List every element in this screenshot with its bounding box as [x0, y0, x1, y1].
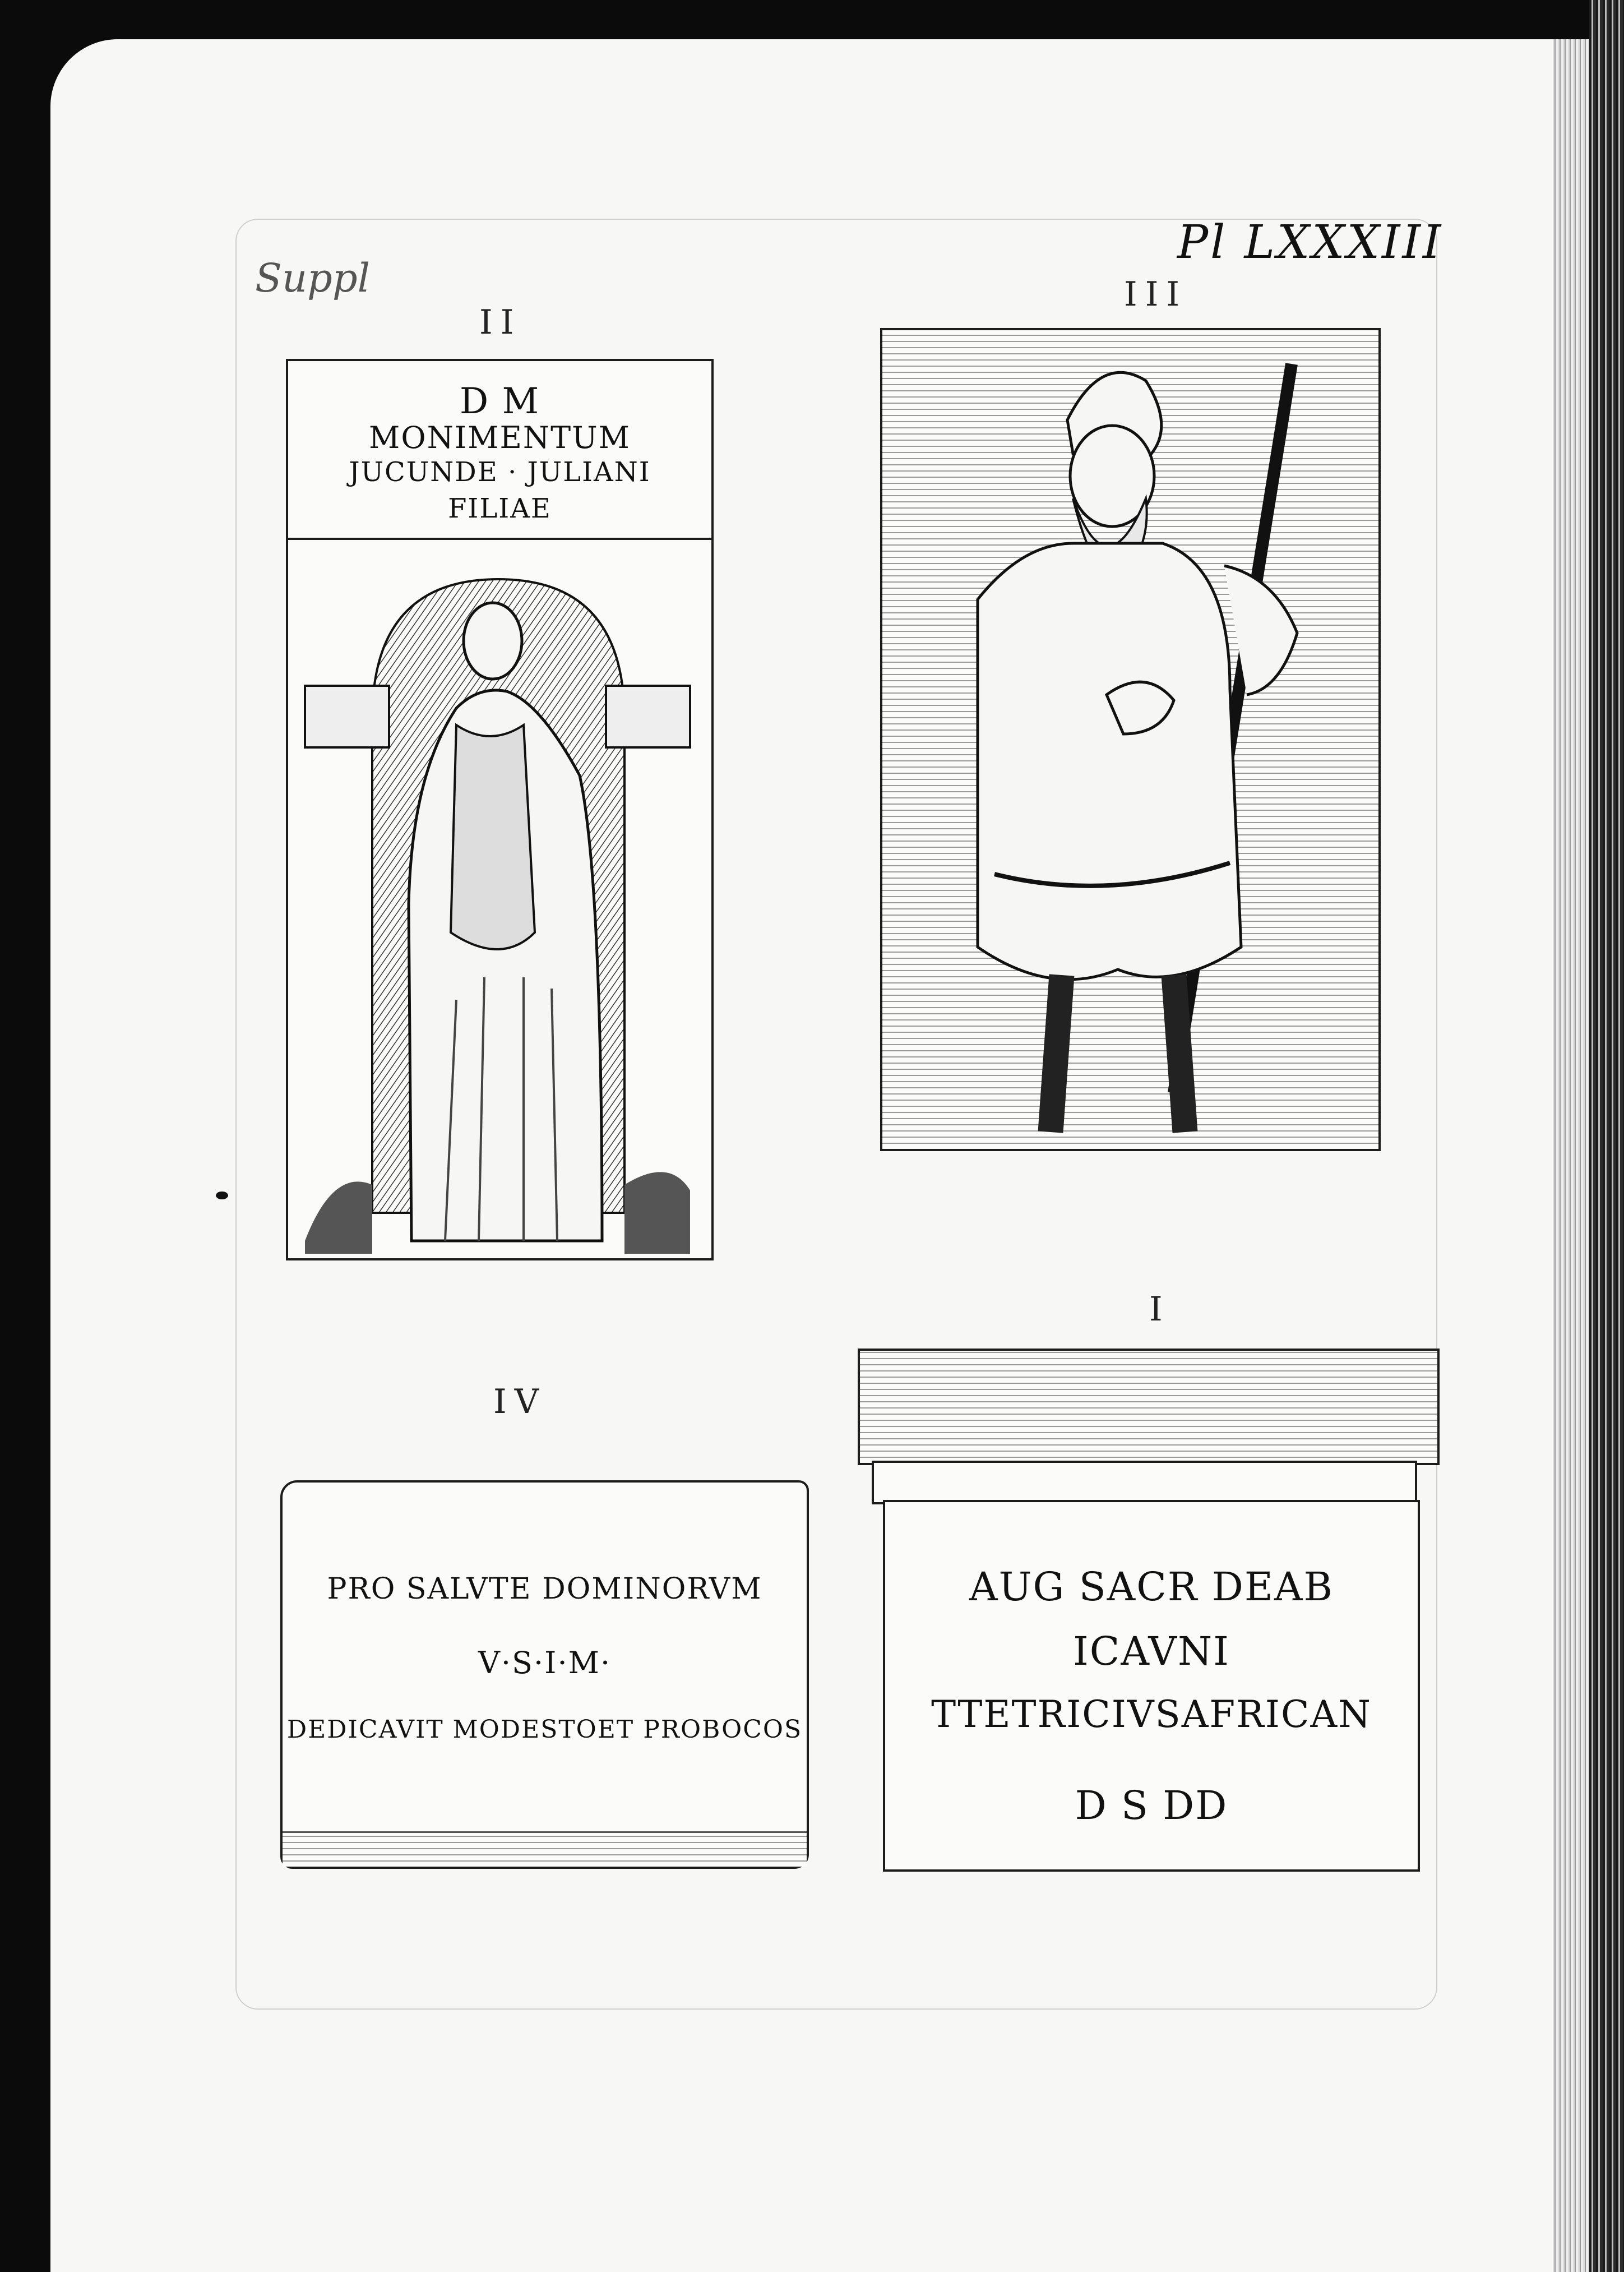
- book-spine: [1589, 0, 1624, 2272]
- figure-iv-tablet: [280, 1480, 809, 1869]
- page-edges: [1553, 39, 1589, 2272]
- figure-ii-line-4: FILIAE: [448, 493, 552, 524]
- figure-iv-line-2: V·S·I·M·: [478, 1645, 612, 1680]
- suppl-mark: Suppl: [255, 255, 371, 301]
- figure-i-altar-die: [883, 1500, 1420, 1872]
- figure-i-altar-molding: [872, 1461, 1417, 1504]
- figure-ii-label: II: [479, 303, 522, 342]
- figure-iv-line-3: DEDICAVIT MODESTOET PROBOCOS: [286, 1715, 803, 1744]
- figure-i-line-2: ICAVNI: [1073, 1628, 1230, 1674]
- figure-iv-line-1: PRO SALVTE DOMINORVM: [327, 1572, 762, 1606]
- figure-ii-inscription-panel: [288, 361, 711, 540]
- figure-ii-line-1: D M: [459, 381, 540, 422]
- figure-iv-label: IV: [493, 1382, 547, 1421]
- plate-number: Pl LXXXIII: [1177, 216, 1443, 269]
- figure-iii-relief: [880, 328, 1381, 1151]
- figure-iv-tablet-bottom-edge: [283, 1831, 807, 1867]
- figure-i-line-3: TTETRICIVSAFRICAN: [931, 1693, 1372, 1736]
- figure-ii-stele: [286, 359, 714, 1260]
- figure-ii-line-2: MONIMENTUM: [369, 420, 631, 455]
- figure-iii-label: III: [1124, 275, 1188, 314]
- figure-ii-relief: [288, 540, 707, 1254]
- figure-iii-bearded-man: [882, 330, 1378, 1149]
- figure-i-line-4: D S DD: [1075, 1782, 1228, 1828]
- figure-i-altar-cap: [858, 1349, 1440, 1465]
- figure-i-label: I: [1149, 1290, 1170, 1329]
- ink-speck: [216, 1192, 228, 1199]
- figure-ii-line-3: JUCUNDE · JULIANI: [349, 456, 651, 488]
- figure-i-line-1: AUG SACR DEAB: [969, 1564, 1334, 1610]
